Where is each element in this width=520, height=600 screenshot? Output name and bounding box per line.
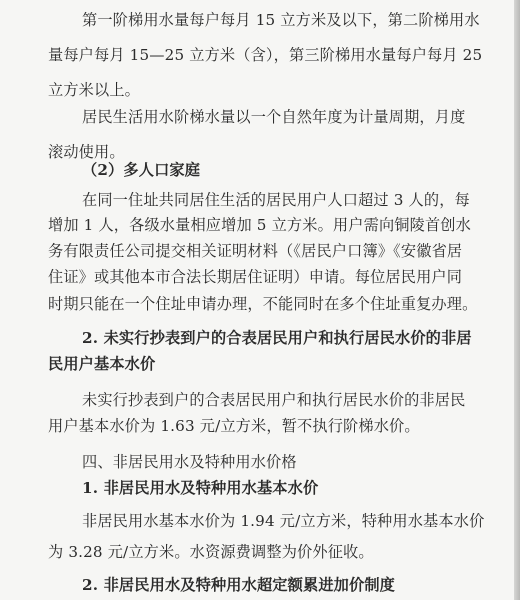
subsection-heading: 2. 非居民用水及特种用水超定额累进加价制度 (82, 576, 396, 594)
body-text-line: 时期只能在一个住址申请办理，不能同时在多个住址重复办理。 (48, 295, 478, 313)
page-edge-shadow (514, 0, 520, 600)
body-text-line: 用户基本水价为 1.63 元/立方米，暂不执行阶梯水价。 (48, 417, 420, 435)
body-text-line: 未实行抄表到户的合表居民用户和执行居民水价的非居民 (82, 391, 466, 409)
body-text-line: 务有限责任公司提交相关证明材料（《居民户口簿》《安徽省居 (48, 242, 463, 260)
body-text-line: 增加 1 人，各级水量相应增加 5 立方米。用户需向铜陵首创水 (48, 216, 471, 234)
body-text-line: 量每户每月 15—25 立方米（含），第三阶梯用水量每户每月 25 (48, 46, 483, 64)
body-text-line: 滚动使用。 (48, 143, 125, 161)
section-heading: 四、非居民用水及特种用水价格 (82, 453, 297, 471)
subsection-heading: （2）多人口家庭 (82, 161, 201, 179)
subsection-heading: 2. 未实行抄表到户的合表居民用户和执行居民水价的非居 (82, 329, 472, 347)
subsection-heading: 1. 非居民用水及特种用水基本水价 (82, 479, 319, 497)
body-text-line: 为 3.28 元/立方米。水资源费调整为价外征收。 (48, 543, 374, 561)
body-text-line: 第一阶梯用水量每户每月 15 立方米及以下，第二阶梯用水 (82, 11, 480, 29)
body-text-line: 居民生活用水阶梯水量以一个自然年度为计量周期，月度 (82, 108, 466, 126)
body-text-line: 住证》或其他本市合法长期居住证明）申请。每位居民用户同 (48, 268, 463, 286)
body-text-line: 立方米以上。 (48, 81, 141, 99)
body-text-line: 非居民用水基本水价为 1.94 元/立方米，特种用水基本水价 (82, 512, 485, 530)
body-text-line: 在同一住址共同居住生活的居民用户人口超过 3 人的，每 (82, 191, 470, 209)
subsection-heading: 民用户基本水价 (48, 355, 156, 373)
